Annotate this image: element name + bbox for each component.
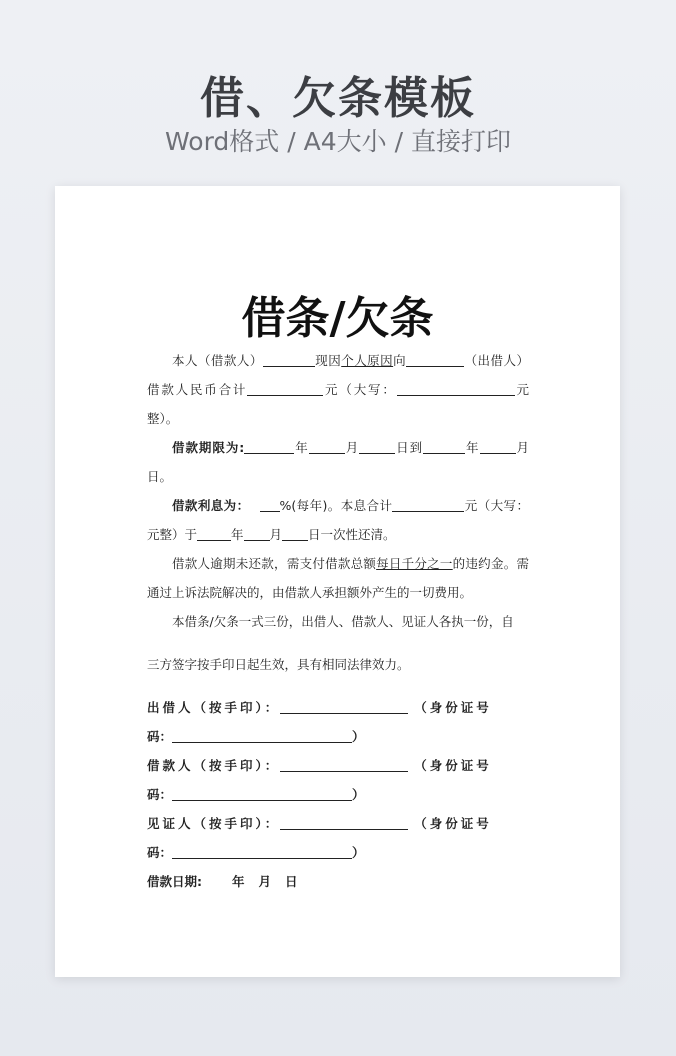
witness-signature-line[interactable] [280, 815, 408, 830]
paragraph-interest: 借款利息为： %(每年)。本息合计 元（大写：元整）于 年 月 日一次性还清。 [147, 498, 529, 542]
blank-end-year[interactable] [423, 439, 465, 454]
paragraph-copies: 本借条/欠条一式三份，出借人、借款人、见证人各执一份，自 [172, 614, 514, 629]
blank-total[interactable] [392, 497, 464, 512]
blank-start-day[interactable] [359, 439, 395, 454]
lender-id-row: 码： ） [147, 729, 365, 744]
signature-lender: 出借人（按手印）： （身份证号 [147, 700, 492, 715]
lender-id-line[interactable] [172, 728, 352, 743]
paragraph-effective: 三方签字按手印日起生效，具有相同法律效力。 [147, 657, 410, 672]
blank-lender[interactable] [406, 352, 464, 367]
blank-start-month[interactable] [309, 439, 345, 454]
blank-rate[interactable] [260, 497, 280, 512]
page-subtitle: Word格式 / A4大小 / 直接打印 [165, 127, 511, 156]
paragraph-penalty: 借款人逾期未还款，需支付借款总额每日千分之一的违约金。需通过上诉法院解决的，由借款人承担额外产生的一切费用。 [147, 556, 529, 600]
blank-borrower[interactable] [263, 352, 315, 367]
blank-repay-day[interactable] [282, 526, 308, 541]
blank-amount-words[interactable] [397, 381, 515, 396]
reason-text: 个人原因 [341, 353, 394, 368]
lender-signature-line[interactable] [280, 699, 408, 714]
borrower-signature-line[interactable] [280, 757, 408, 772]
witness-id-line[interactable] [172, 844, 352, 859]
blank-start-year[interactable] [244, 439, 294, 454]
document-paper [55, 186, 620, 977]
blank-repay-month[interactable] [244, 526, 270, 541]
borrower-id-row: 码： ） [147, 787, 365, 802]
paragraph-borrower: 本人（借款人） 现因个人原因向 （出借人）借款人民币合计 元（大写： 元整）。 [147, 353, 529, 426]
page-title: 借、欠条模板 [200, 73, 476, 124]
loan-date-row: 借款日期: 年 月 日 [147, 874, 298, 889]
signature-borrower: 借款人（按手印）： （身份证号 [147, 758, 492, 773]
blank-end-month[interactable] [480, 439, 516, 454]
signature-witness: 见证人（按手印）： （身份证号 [147, 816, 492, 831]
paragraph-term: 借款期限为: 年 月 日到 年 月日。 [147, 440, 529, 484]
document-title: 借条/欠条 [241, 293, 434, 344]
penalty-text: 每日千分之一 [376, 556, 453, 571]
witness-id-row: 码： ） [147, 845, 365, 860]
borrower-id-line[interactable] [172, 786, 352, 801]
blank-repay-year[interactable] [197, 526, 231, 541]
blank-amount[interactable] [247, 381, 323, 396]
document-body [147, 346, 529, 896]
